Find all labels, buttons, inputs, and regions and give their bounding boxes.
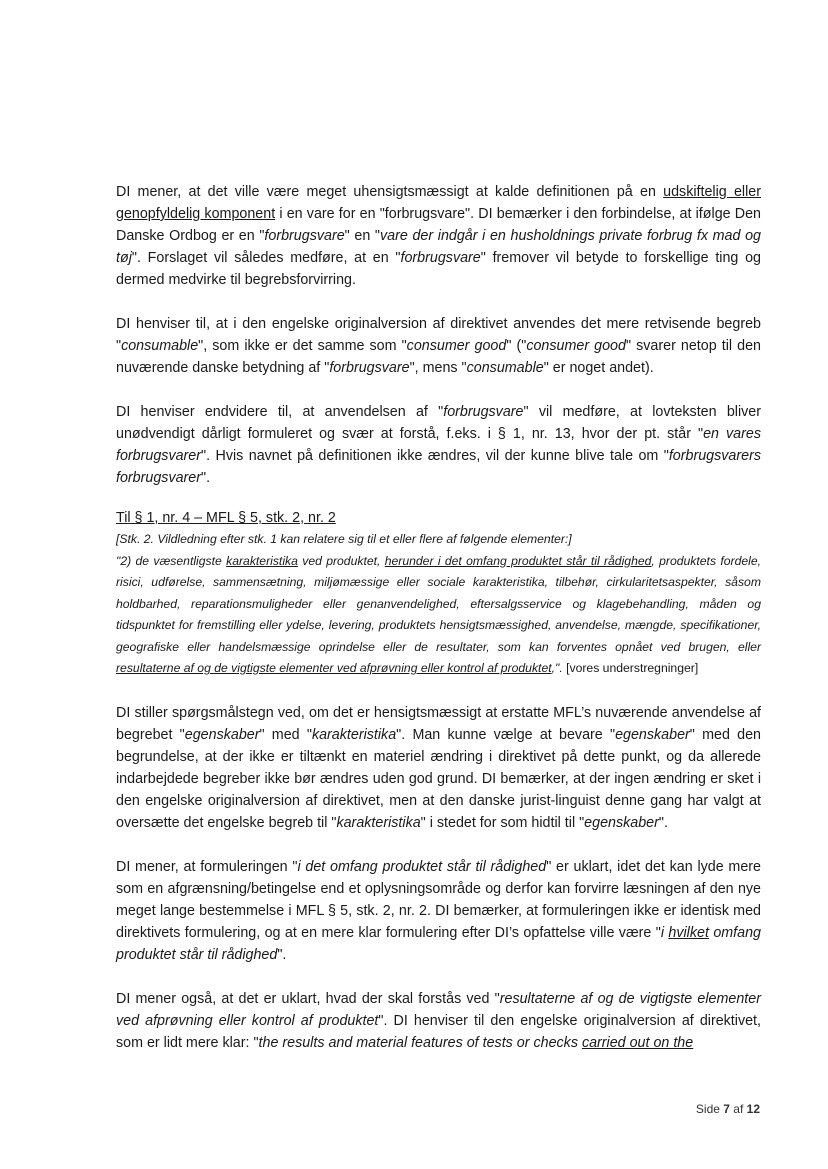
italic-text: resultaterne af og de vigtigste elementer ved afprøvning eller kontrol af produktet (116, 990, 761, 1029)
text: ". Forslaget vil således medføre, at en " (131, 250, 401, 266)
paragraph-lovteksten (116, 401, 761, 489)
total-pages: 12 (746, 1102, 760, 1116)
italic-text: ved produktet, (297, 553, 385, 568)
italic-text: omfang produktet står til rådighed (116, 924, 762, 963)
text: " med " (259, 726, 312, 743)
italic-text: vare der indgår i en husholdnings private forbrug fx mad og tøj (116, 228, 761, 266)
paragraph-forbrugsvare-definition (116, 181, 761, 291)
italic-text: consumable (121, 338, 199, 354)
text: " er uklart, idet det kan lyde mere som en afgrænsning/betingelse end et oplysningsområde og derfor kan forvirre læsningen af den nye meget lange bestemmelse i MFL § 5, stk. 2, nr. 2. DI bemærker, at formuleringen ikke er identisk med direktivets formulering, og at en mere klar formulering efter DI’s opfattelse ville være " (116, 858, 762, 941)
italic-text: consumable (466, 360, 544, 376)
underlined-italic-text: hvilket (668, 924, 709, 941)
footer-text: af (729, 1102, 747, 1116)
law-quote (116, 529, 761, 680)
text: DI mener også, at det er uklart, hvad der skal forstås ved " (116, 990, 500, 1007)
text: ". Hvis navnet på definitionen ikke ændres, vil der kunne blive tale om " (201, 448, 669, 464)
italic-text: i (660, 924, 669, 941)
quote-note: [vores understregninger] (562, 661, 699, 675)
underlined-italic-text: carried out on the (581, 1034, 694, 1051)
text: ", mens " (409, 360, 467, 376)
italic-text: ,". (551, 661, 563, 675)
text: " fremover vil betyde to forskellige ting og dermed medvirke til begrebsforvirring. (116, 250, 761, 288)
text: DI henviser til, at i den engelske originalversion af direktivet anvendes det mere retvisende begreb " (116, 316, 761, 354)
italic-text: en vares forbrugsvarer (116, 426, 761, 464)
quote-text (116, 551, 761, 680)
text: " er noget andet). (543, 360, 654, 376)
italic-text: forbrugsvare (264, 228, 345, 244)
italic-text: consumer good (526, 338, 626, 354)
italic-text: forbrugsvarers forbrugsvarer (116, 448, 761, 486)
page-number (696, 1102, 760, 1116)
text: DI mener, at formuleringen " (116, 858, 298, 875)
section-heading: Til § 1, nr. 4 – MFL § 5, stk. 2, nr. 2 (116, 510, 336, 526)
paragraph-raadighed (116, 856, 761, 966)
text: ". Man kunne vælge at bevare " (396, 726, 616, 743)
text: DI henviser endvidere til, at anvendelsen af " (116, 404, 444, 420)
paragraph-resultaterne (116, 988, 761, 1054)
italic-text: forbrugsvare (400, 250, 481, 266)
italic-text: "2) de væsentligste (116, 553, 227, 568)
underlined-italic-text: karakteristika (226, 553, 298, 568)
italic-text: forbrugsvare (443, 404, 524, 420)
footer-text: Side (695, 1102, 724, 1116)
text: ". DI henviser til den engelske originalversion af direktivet, som er lidt mere klar: " (116, 1012, 761, 1051)
italic-text: forbrugsvare (329, 360, 410, 376)
text: DI stiller spørgsmålstegn ved, om det er hensigtsmæssigt at erstatte MFL’s nuværende anvendelse af begrebet " (116, 704, 761, 743)
text: " svarer netop til den nuværende danske betydning af " (116, 338, 761, 376)
italic-text: egenskaber (584, 814, 659, 831)
underlined-italic-text: herunder i det omfang produktet står til rådighed (384, 553, 652, 568)
underlined-text: udskiftelig eller genopfyldelig komponent (116, 184, 761, 222)
text: DI mener, at det ville være meget uhensigtsmæssigt at kalde definitionen på en (116, 184, 664, 200)
text: ". (658, 814, 668, 831)
italic-text: egenskaber (615, 726, 690, 743)
italic-text: consumer good (406, 338, 507, 354)
text: " (" (506, 338, 527, 354)
text: " en " (344, 228, 381, 244)
text: " i stedet for som hidtil til " (420, 814, 585, 831)
italic-text: karakteristika (336, 814, 421, 831)
italic-text: i det omfang produktet står til rådighed (297, 858, 547, 875)
text: " med den begrundelse, at der ikke er tiltænkt en materiel ændring i direktivet på dette punkt, og da allerede indarbejdede begreber ikke bør ændres uden god grund. DI bemærker, at der ingen ændring er sket i den engelske originalversion af direktivet, men at den danske jurist-linguist denne gang har valgt at oversætte det engelske begreb til " (116, 726, 761, 831)
paragraph-consumable (116, 313, 761, 379)
italic-text: the results and material features of tests or checks (258, 1034, 582, 1051)
text: i en vare for en "forbrugsvare". DI bemærker i den forbindelse, at ifølge Den Danske Ordbog er en " (116, 206, 761, 244)
paragraph-egenskaber (116, 702, 761, 834)
italic-text: , produktets fordele, risici, udførelse, sammensætning, miljømæssige eller sociale karakteristika, tilbehør, cirkularitetsaspekter, såsom holdbarhed, reparationsmuligheder eller genanvendelighed, eftersalgsservice og klagebehandling, måden og tidspunktet for fremstilling eller ydelse, levering, produktets hensigtsmæssighed, anvendelse, mængde, specifikationer, geografiske eller handelsmæssige oprindelse eller de resultater, som kan forventes opnået ved brugen, eller (116, 553, 762, 654)
document-body (116, 181, 761, 1054)
text: ". (201, 470, 211, 486)
italic-text: karakteristika (311, 726, 397, 743)
text: " vil medføre, at lovteksten bliver unødvendigt dårligt formuleret og svær at forstå, f.eks. i § 1, nr. 13, hvor der pt. står " (116, 404, 761, 442)
quote-intro: [Stk. 2. Vildledning efter stk. 1 kan relatere sig til et eller flere af følgende elementer:] (116, 532, 572, 546)
italic-text: egenskaber (184, 726, 260, 743)
current-page: 7 (723, 1102, 730, 1116)
text: ", som ikke er det samme som " (198, 338, 407, 354)
text: ". (277, 946, 287, 963)
underlined-italic-text: resultaterne af og de vigtigste elementer ved afprøvning eller kontrol af produktet (116, 661, 552, 675)
